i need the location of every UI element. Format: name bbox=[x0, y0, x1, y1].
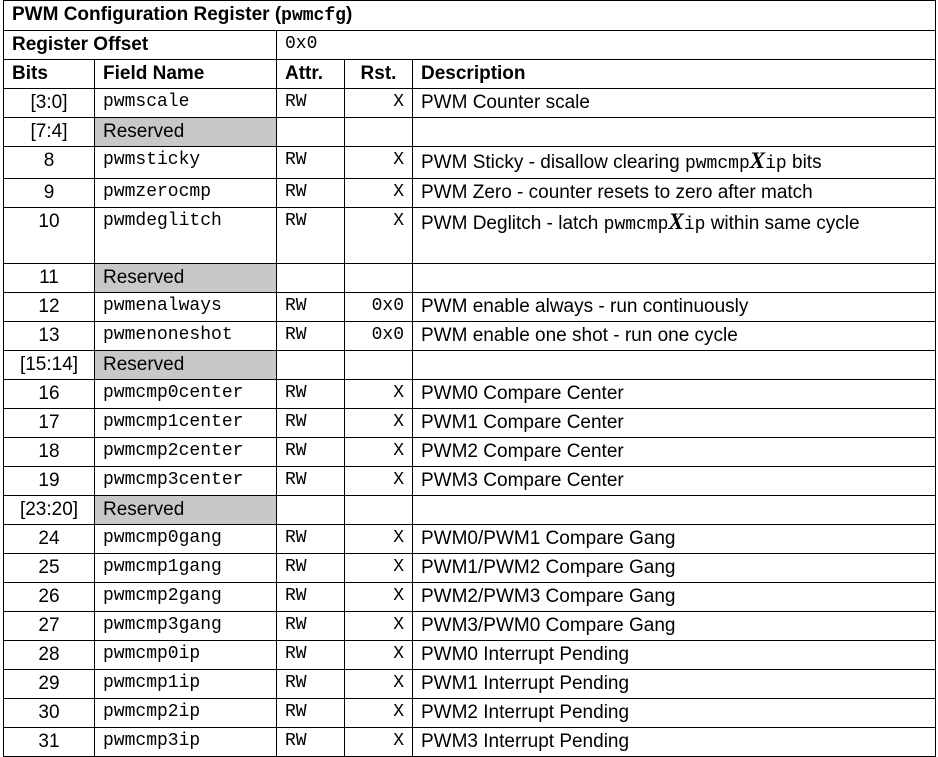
header-row bbox=[4, 60, 936, 89]
header-rst: Rst. bbox=[345, 60, 413, 89]
field-name-cell: pwmdeglitch bbox=[95, 208, 277, 264]
table-row bbox=[4, 89, 936, 118]
desc-code-suffix: ip bbox=[765, 154, 787, 174]
attr-cell: RW bbox=[277, 293, 345, 322]
field-name-cell: Reserved bbox=[95, 496, 277, 525]
attr-cell bbox=[277, 496, 345, 525]
desc-index-x: X bbox=[668, 209, 684, 234]
desc-text-end: bits bbox=[786, 152, 822, 173]
table-row bbox=[4, 728, 936, 757]
table-row bbox=[4, 612, 936, 641]
register-table bbox=[3, 0, 936, 757]
description-cell: PWM3 Compare Center bbox=[413, 467, 936, 496]
title-close: ) bbox=[345, 4, 353, 25]
desc-index-x: X bbox=[749, 148, 766, 173]
table-row bbox=[4, 208, 936, 264]
table-row bbox=[4, 670, 936, 699]
header-field-name: Field Name bbox=[95, 60, 277, 89]
offset-row bbox=[4, 31, 936, 60]
bits-cell: 10 bbox=[4, 208, 95, 264]
attr-cell: RW bbox=[277, 409, 345, 438]
table-row bbox=[4, 438, 936, 467]
rst-cell: X bbox=[345, 179, 413, 208]
description-cell: PWM1/PWM2 Compare Gang bbox=[413, 554, 936, 583]
bits-cell: 16 bbox=[4, 380, 95, 409]
attr-cell: RW bbox=[277, 147, 345, 179]
field-name-cell: Reserved bbox=[95, 351, 277, 380]
description-cell: PWM Zero - counter resets to zero after match bbox=[413, 179, 936, 208]
bits-cell: 24 bbox=[4, 525, 95, 554]
bits-cell: 9 bbox=[4, 179, 95, 208]
bits-cell: 25 bbox=[4, 554, 95, 583]
attr-cell bbox=[277, 351, 345, 380]
table-row bbox=[4, 322, 936, 351]
field-name-cell: pwmenoneshot bbox=[95, 322, 277, 351]
bits-cell: 8 bbox=[4, 147, 95, 179]
field-name-cell: pwmcmp1center bbox=[95, 409, 277, 438]
description-cell: PWM1 Interrupt Pending bbox=[413, 670, 936, 699]
field-name-cell: pwmcmp0gang bbox=[95, 525, 277, 554]
table-row bbox=[4, 118, 936, 147]
rst-cell: X bbox=[345, 728, 413, 757]
offset-label: Register Offset bbox=[4, 31, 277, 60]
description-cell: PWM Counter scale bbox=[413, 89, 936, 118]
bits-cell: 18 bbox=[4, 438, 95, 467]
description-cell: PWM2/PWM3 Compare Gang bbox=[413, 583, 936, 612]
description-cell bbox=[413, 351, 936, 380]
attr-cell: RW bbox=[277, 699, 345, 728]
description-cell bbox=[413, 208, 936, 264]
field-name-cell: pwmcmp2ip bbox=[95, 699, 277, 728]
field-name-cell: pwmcmp2center bbox=[95, 438, 277, 467]
desc-text: PWM Sticky - disallow clearing bbox=[421, 152, 685, 173]
bits-cell: 30 bbox=[4, 699, 95, 728]
description-cell: PWM2 Interrupt Pending bbox=[413, 699, 936, 728]
field-name-cell: pwmcmp0ip bbox=[95, 641, 277, 670]
header-bits: Bits bbox=[4, 60, 95, 89]
bits-cell: [3:0] bbox=[4, 89, 95, 118]
description-cell bbox=[413, 147, 936, 179]
header-attr: Attr. bbox=[277, 60, 345, 89]
rst-cell: X bbox=[345, 699, 413, 728]
title-row bbox=[4, 1, 936, 31]
field-name-cell: pwmscale bbox=[95, 89, 277, 118]
table-row bbox=[4, 525, 936, 554]
description-cell: PWM0 Interrupt Pending bbox=[413, 641, 936, 670]
offset-value: 0x0 bbox=[277, 31, 936, 60]
table-row bbox=[4, 293, 936, 322]
table-row bbox=[4, 380, 936, 409]
description-cell: PWM0 Compare Center bbox=[413, 380, 936, 409]
description-cell bbox=[413, 264, 936, 293]
field-name-cell: pwmcmp1ip bbox=[95, 670, 277, 699]
attr-cell: RW bbox=[277, 467, 345, 496]
description-cell: PWM3/PWM0 Compare Gang bbox=[413, 612, 936, 641]
attr-cell: RW bbox=[277, 380, 345, 409]
attr-cell: RW bbox=[277, 670, 345, 699]
description-cell: PWM2 Compare Center bbox=[413, 438, 936, 467]
table-row bbox=[4, 641, 936, 670]
desc-code-suffix: ip bbox=[683, 215, 706, 235]
description-cell: PWM3 Interrupt Pending bbox=[413, 728, 936, 757]
field-name-cell: pwmcmp3gang bbox=[95, 612, 277, 641]
table-row bbox=[4, 699, 936, 728]
description-cell: PWM enable always - run continuously bbox=[413, 293, 936, 322]
rst-cell bbox=[345, 118, 413, 147]
rst-cell bbox=[345, 264, 413, 293]
rst-cell: X bbox=[345, 208, 413, 264]
attr-cell: RW bbox=[277, 438, 345, 467]
table-row bbox=[4, 583, 936, 612]
rst-cell: X bbox=[345, 583, 413, 612]
attr-cell bbox=[277, 264, 345, 293]
bits-cell: 27 bbox=[4, 612, 95, 641]
bits-cell: 28 bbox=[4, 641, 95, 670]
rst-cell bbox=[345, 496, 413, 525]
attr-cell: RW bbox=[277, 89, 345, 118]
table-row bbox=[4, 147, 936, 179]
rst-cell: X bbox=[345, 467, 413, 496]
rst-cell: 0x0 bbox=[345, 293, 413, 322]
desc-text-end: within same cycle bbox=[705, 213, 860, 234]
field-name-cell: Reserved bbox=[95, 264, 277, 293]
title-code: pwmcfg bbox=[281, 6, 346, 26]
attr-cell: RW bbox=[277, 583, 345, 612]
attr-cell: RW bbox=[277, 208, 345, 264]
attr-cell bbox=[277, 118, 345, 147]
table-row bbox=[4, 264, 936, 293]
rst-cell: X bbox=[345, 554, 413, 583]
rst-cell: X bbox=[345, 525, 413, 554]
description-cell: PWM1 Compare Center bbox=[413, 409, 936, 438]
description-cell bbox=[413, 118, 936, 147]
bits-cell: [15:14] bbox=[4, 351, 95, 380]
attr-cell: RW bbox=[277, 554, 345, 583]
table-row bbox=[4, 496, 936, 525]
field-name-cell: pwmenalways bbox=[95, 293, 277, 322]
rst-cell: X bbox=[345, 89, 413, 118]
bits-cell: 12 bbox=[4, 293, 95, 322]
bits-cell: 11 bbox=[4, 264, 95, 293]
bits-cell: [23:20] bbox=[4, 496, 95, 525]
bits-cell: 29 bbox=[4, 670, 95, 699]
attr-cell: RW bbox=[277, 641, 345, 670]
field-name-cell: pwmcmp3center bbox=[95, 467, 277, 496]
field-name-cell: pwmcmp0center bbox=[95, 380, 277, 409]
bits-cell: 13 bbox=[4, 322, 95, 351]
table-row bbox=[4, 409, 936, 438]
description-cell: PWM enable one shot - run one cycle bbox=[413, 322, 936, 351]
field-name-cell: pwmcmp3ip bbox=[95, 728, 277, 757]
bits-cell: 31 bbox=[4, 728, 95, 757]
bits-cell: 26 bbox=[4, 583, 95, 612]
desc-code: pwmcmp bbox=[603, 215, 669, 235]
rst-cell: X bbox=[345, 409, 413, 438]
attr-cell: RW bbox=[277, 728, 345, 757]
rst-cell: X bbox=[345, 641, 413, 670]
table-row bbox=[4, 467, 936, 496]
rst-cell: X bbox=[345, 438, 413, 467]
bits-cell: [7:4] bbox=[4, 118, 95, 147]
desc-code: pwmcmp bbox=[684, 154, 750, 174]
description-cell bbox=[413, 496, 936, 525]
field-name-cell: pwmcmp1gang bbox=[95, 554, 277, 583]
attr-cell: RW bbox=[277, 612, 345, 641]
field-name-cell: pwmcmp2gang bbox=[95, 583, 277, 612]
bits-cell: 17 bbox=[4, 409, 95, 438]
table-row bbox=[4, 179, 936, 208]
bits-cell: 19 bbox=[4, 467, 95, 496]
rst-cell: X bbox=[345, 612, 413, 641]
field-name-cell: pwmsticky bbox=[95, 147, 277, 179]
header-description: Description bbox=[413, 60, 936, 89]
register-title bbox=[4, 1, 936, 31]
field-name-cell: Reserved bbox=[95, 118, 277, 147]
table-row bbox=[4, 554, 936, 583]
rst-cell: 0x0 bbox=[345, 322, 413, 351]
rst-cell: X bbox=[345, 380, 413, 409]
title-text: PWM Configuration Register ( bbox=[12, 4, 282, 25]
field-name-cell: pwmzerocmp bbox=[95, 179, 277, 208]
description-cell: PWM0/PWM1 Compare Gang bbox=[413, 525, 936, 554]
attr-cell: RW bbox=[277, 179, 345, 208]
table-row bbox=[4, 351, 936, 380]
attr-cell: RW bbox=[277, 525, 345, 554]
rst-cell: X bbox=[345, 670, 413, 699]
rst-cell bbox=[345, 351, 413, 380]
rst-cell: X bbox=[345, 147, 413, 179]
attr-cell: RW bbox=[277, 322, 345, 351]
desc-text: PWM Deglitch - latch bbox=[421, 213, 604, 234]
